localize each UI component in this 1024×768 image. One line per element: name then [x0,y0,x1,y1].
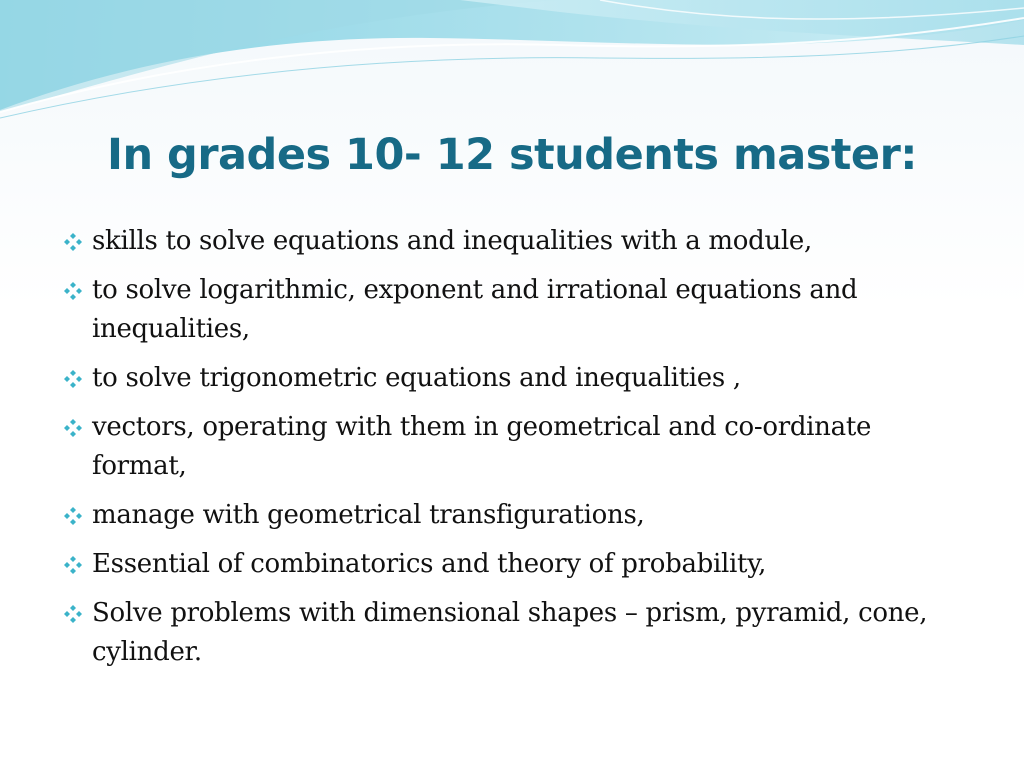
list-item [62,496,972,535]
bullet-text: Solve problems with dimensional shapes – prism, pyramid, cone, cylinder. [92,598,928,667]
diamond-cluster-icon [62,556,84,574]
bullet-text: Essential of combinatorics and theory of probability, [92,549,767,579]
list-item [62,271,972,349]
bullet-text: to solve trigonometric equations and inequalities , [92,363,741,393]
list-item [62,408,972,486]
diamond-cluster-icon [62,419,84,437]
header-wave-decoration [0,0,1024,120]
diamond-cluster-icon [62,282,84,300]
bullet-text: skills to solve equations and inequalities with a module, [92,226,812,256]
list-item [62,359,972,398]
diamond-cluster-icon [62,507,84,525]
bullet-list [62,222,972,682]
bullet-text: manage with geometrical transfigurations, [92,500,645,530]
bullet-text: vectors, operating with them in geometrical and co-ordinate format, [92,412,872,481]
diamond-cluster-icon [62,233,84,251]
list-item [62,545,972,584]
list-item [62,222,972,261]
diamond-cluster-icon [62,605,84,623]
diamond-cluster-icon [62,370,84,388]
slide-title: In grades 10- 12 students master: [106,130,918,180]
bullet-text: to solve logarithmic, exponent and irrational equations and inequalities, [92,275,858,344]
list-item [62,594,972,672]
